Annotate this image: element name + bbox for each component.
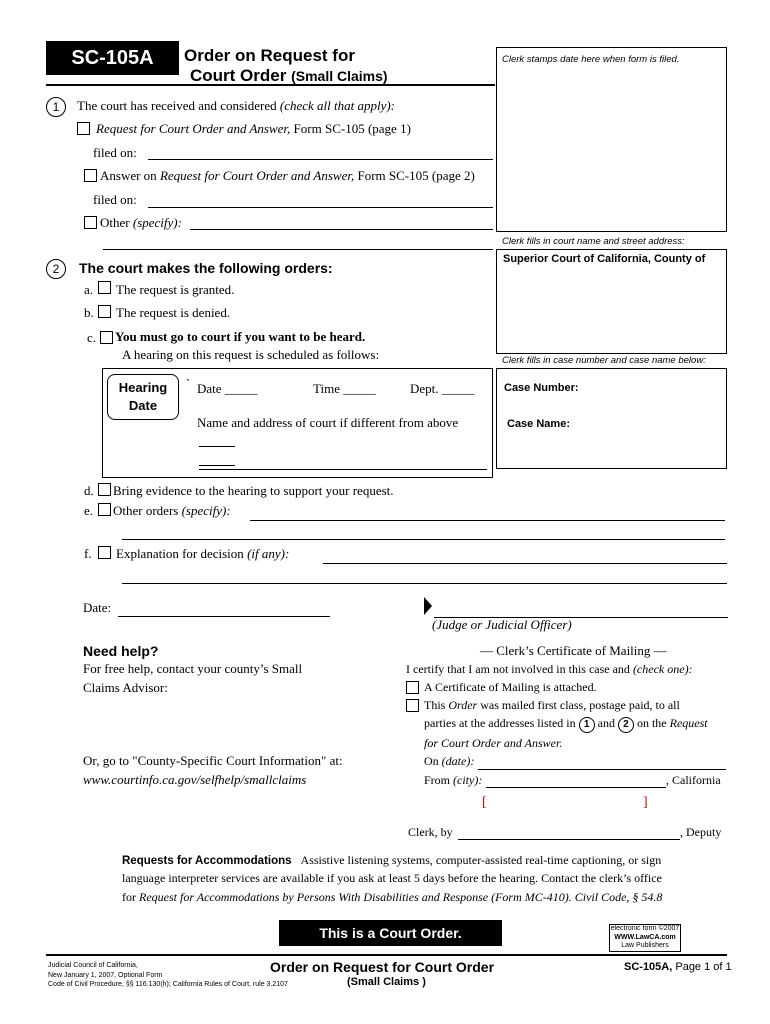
cert-attached-checkbox[interactable]: [406, 681, 419, 694]
answer-form-label: [100, 168, 475, 184]
hearing-date-field[interactable]: Date _____: [197, 381, 258, 396]
order-mailed-checkbox[interactable]: [406, 699, 419, 712]
other-field-continued[interactable]: [103, 249, 493, 250]
explanation-label: [116, 546, 289, 562]
court-address-field-3[interactable]: [199, 469, 487, 470]
section-2-heading: The court makes the following orders:: [79, 260, 333, 276]
case-number-label: Case Number:: [504, 382, 579, 394]
certificate-statement-text: I certify that I am not involved in this case and: [406, 662, 630, 676]
section-1-intro: [77, 98, 395, 114]
hearing-label-line1: Hearing: [118, 380, 168, 395]
form-title-main: Court Order: [190, 66, 287, 85]
section-2-ref: 2: [618, 717, 634, 733]
other-text: Other: [100, 215, 130, 230]
other-field[interactable]: [190, 229, 493, 230]
bring-evidence-label: Bring evidence to the hearing to support your request.: [113, 483, 394, 498]
clerk-by-label: Clerk, by: [408, 825, 453, 839]
section-1-number: 1: [46, 97, 66, 117]
filed-on-label-1: filed on:: [93, 145, 137, 160]
form-code-badge: SC-105A: [46, 41, 179, 75]
order-mailed-line3: for Court Order and Answer.: [424, 736, 563, 750]
order-e-letter: e.: [84, 503, 94, 518]
clerk-by-field[interactable]: [458, 839, 680, 840]
footer-page-number: Page 1 of 1: [675, 961, 732, 973]
order-mailed-and: and: [597, 716, 615, 730]
mailing-date-label: [424, 754, 474, 769]
mailing-date-field[interactable]: [478, 769, 726, 770]
accommodations-line3: [122, 890, 662, 905]
order-mailed-label: [424, 698, 680, 713]
other-checkbox[interactable]: [84, 216, 97, 229]
order-d-letter: d.: [84, 483, 94, 498]
hearing-date-label: [107, 374, 179, 420]
order-granted-label: The request is granted.: [116, 282, 235, 297]
mailing-on-note: (date):: [441, 754, 475, 768]
other-orders-text: Other orders: [113, 503, 179, 518]
footer-left-line3: Code of Civil Procedure, §§ 116.130(h); California Rules of Court, rule 3.2107: [48, 981, 288, 988]
go-to-court-label: You must go to court if you want to be heard.: [115, 329, 366, 344]
accommodations-line2: language interpreter services are available if you ask at least 5 days before the hearing. Contact the clerk’s office: [122, 871, 662, 885]
court-address-field-1[interactable]: [199, 446, 235, 447]
certificate-statement: [406, 662, 693, 677]
clerk-stamp-note: Clerk stamps date here when form is filed.: [502, 54, 680, 65]
explanation-text: Explanation for decision: [116, 546, 244, 561]
cert-attached-label: A Certificate of Mailing is attached.: [424, 680, 597, 694]
need-help-heading: Need help?: [83, 643, 159, 659]
signature-date-label: Date:: [83, 600, 112, 615]
order-mailed-on-the: on the: [636, 716, 667, 730]
mailing-from-note: (city):: [453, 773, 483, 787]
order-mailed-line2-text: parties at the addresses listed in: [424, 716, 576, 730]
footer-page: [624, 961, 732, 973]
header-rule: [46, 84, 495, 86]
certificate-title: — Clerk’s Certificate of Mailing —: [480, 643, 667, 658]
answer-form-checkbox[interactable]: [84, 169, 97, 182]
explanation-note: (if any):: [247, 546, 290, 561]
order-mailed-pre: This: [424, 698, 446, 712]
accommodations-text1: Assistive listening systems, computer-assisted real-time captioning, or sign: [300, 853, 662, 867]
need-help-line2: Claims Advisor:: [83, 680, 168, 695]
hearing-tick-mark: `: [186, 376, 191, 391]
county-info-text: Or, go to "County-Specific Court Information" at:: [83, 753, 343, 768]
order-denied-label: The request is denied.: [116, 305, 231, 320]
certificate-statement-note: (check one):: [632, 662, 693, 676]
footer-subtitle: (Small Claims ): [347, 976, 426, 988]
other-orders-note: (specify):: [181, 503, 231, 518]
hearing-scheduled-text: A hearing on this request is scheduled as follows:: [122, 347, 380, 362]
clerk-court-note: Clerk fills in court name and street address:: [502, 236, 685, 247]
request-form-label: [96, 121, 411, 137]
footer-title: Order on Request for Court Order: [270, 959, 495, 975]
lawca-line2: WWW.LawCA.com: [614, 933, 676, 941]
order-f-letter: f.: [84, 546, 92, 561]
lawca-line3: Law Publishers: [621, 942, 669, 949]
other-label: [100, 215, 182, 231]
other-orders-label: [113, 503, 231, 519]
request-form-code: Form SC-105 (page 1): [293, 121, 411, 136]
self-help-link[interactable]: www.courtinfo.ca.gov/selfhelp/smallclaims: [83, 772, 307, 787]
answer-form-code: Form SC-105 (page 2): [357, 168, 475, 183]
mailing-from: From: [424, 773, 451, 787]
filed-on-field-1[interactable]: [148, 159, 493, 160]
seal-bracket-right: ]: [643, 795, 648, 810]
case-name-label: Case Name:: [507, 418, 570, 430]
other-orders-checkbox[interactable]: [98, 503, 111, 516]
court-address-field-2[interactable]: [199, 465, 235, 466]
section-1-intro-note: (check all that apply):: [279, 98, 396, 113]
section-2-number: 2: [46, 259, 66, 279]
filed-on-field-2[interactable]: [148, 207, 493, 208]
order-mailed-post: was mailed first class, postage paid, to all: [480, 698, 680, 712]
order-granted-checkbox[interactable]: [98, 281, 111, 294]
order-mailed-request: Request: [669, 716, 708, 730]
request-form-checkbox[interactable]: [77, 122, 90, 135]
order-c-letter: c.: [87, 330, 97, 345]
clerk-stamp-box: [496, 47, 727, 232]
seal-bracket-left: [: [482, 795, 487, 810]
bring-evidence-checkbox[interactable]: [98, 483, 111, 496]
answer-form-pre: Answer on: [100, 168, 157, 183]
accommodations-heading: Requests for Accommodations: [122, 855, 292, 867]
footer-left-line2: New January 1, 2007, Optional Form: [48, 971, 163, 979]
hearing-time-field[interactable]: Time _____: [313, 381, 376, 396]
form-title-paren: (Small Claims): [291, 68, 388, 84]
request-form-title: Request for Court Order and Answer,: [96, 121, 291, 136]
answer-form-title: Request for Court Order and Answer,: [159, 168, 355, 183]
mailing-city-field[interactable]: [486, 787, 666, 788]
explanation-field-2[interactable]: [122, 583, 727, 584]
footer-rule: [46, 954, 727, 956]
footer-form-code: SC-105A,: [624, 961, 673, 973]
explanation-field-1[interactable]: [323, 563, 727, 564]
order-b-letter: b.: [84, 305, 94, 320]
judge-signature-label: (Judge or Judicial Officer): [432, 617, 572, 632]
other-note: (specify):: [132, 215, 182, 230]
court-order-banner: This is a Court Order.: [279, 920, 502, 946]
accommodations-line1: [122, 853, 661, 868]
signature-date-field[interactable]: [118, 616, 330, 617]
order-a-letter: a.: [84, 282, 94, 297]
form-title-line2: [190, 66, 388, 86]
filed-on-label-2: filed on:: [93, 192, 137, 207]
mailing-state: , California: [666, 773, 721, 787]
explanation-checkbox[interactable]: [98, 546, 111, 559]
section-1-ref: 1: [579, 717, 595, 733]
court-name: Superior Court of California, County of: [503, 253, 706, 265]
mailing-on: On: [424, 754, 439, 768]
hearing-dept-field[interactable]: Dept. _____: [410, 381, 475, 396]
section-1-intro-text: The court has received and considered: [77, 98, 277, 113]
order-mailed-italic: Order: [448, 698, 478, 712]
footer-left: [48, 961, 288, 990]
accommodations-text3-italic: Request for Accommodations by Persons With Disabilities and Response (Form MC-410). Civil Code, § 54.8: [139, 890, 663, 904]
accommodations-text3-pre: for: [122, 890, 136, 904]
lawca-line1: electronic form ©2007: [610, 925, 680, 932]
hearing-label-line2: Date: [128, 398, 158, 413]
other-orders-field-1[interactable]: [250, 520, 725, 521]
court-address-label: Name and address of court if different from above: [197, 415, 459, 430]
go-to-court-checkbox[interactable]: [100, 331, 113, 344]
other-orders-field-2[interactable]: [122, 539, 725, 540]
form-title-line1: Order on Request for: [184, 46, 355, 65]
mailing-city-label: [424, 773, 482, 788]
need-help-line1: For free help, contact your county’s Small: [83, 661, 303, 676]
order-mailed-line2: [424, 716, 708, 733]
clerk-case-note: Clerk fills in case number and case name below:: [502, 355, 706, 366]
order-denied-checkbox[interactable]: [98, 305, 111, 318]
footer-left-line1: Judicial Council of California,: [48, 962, 138, 969]
deputy-label: , Deputy: [680, 825, 722, 839]
lawca-badge: [609, 924, 681, 952]
signature-arrow-icon: [424, 597, 432, 615]
